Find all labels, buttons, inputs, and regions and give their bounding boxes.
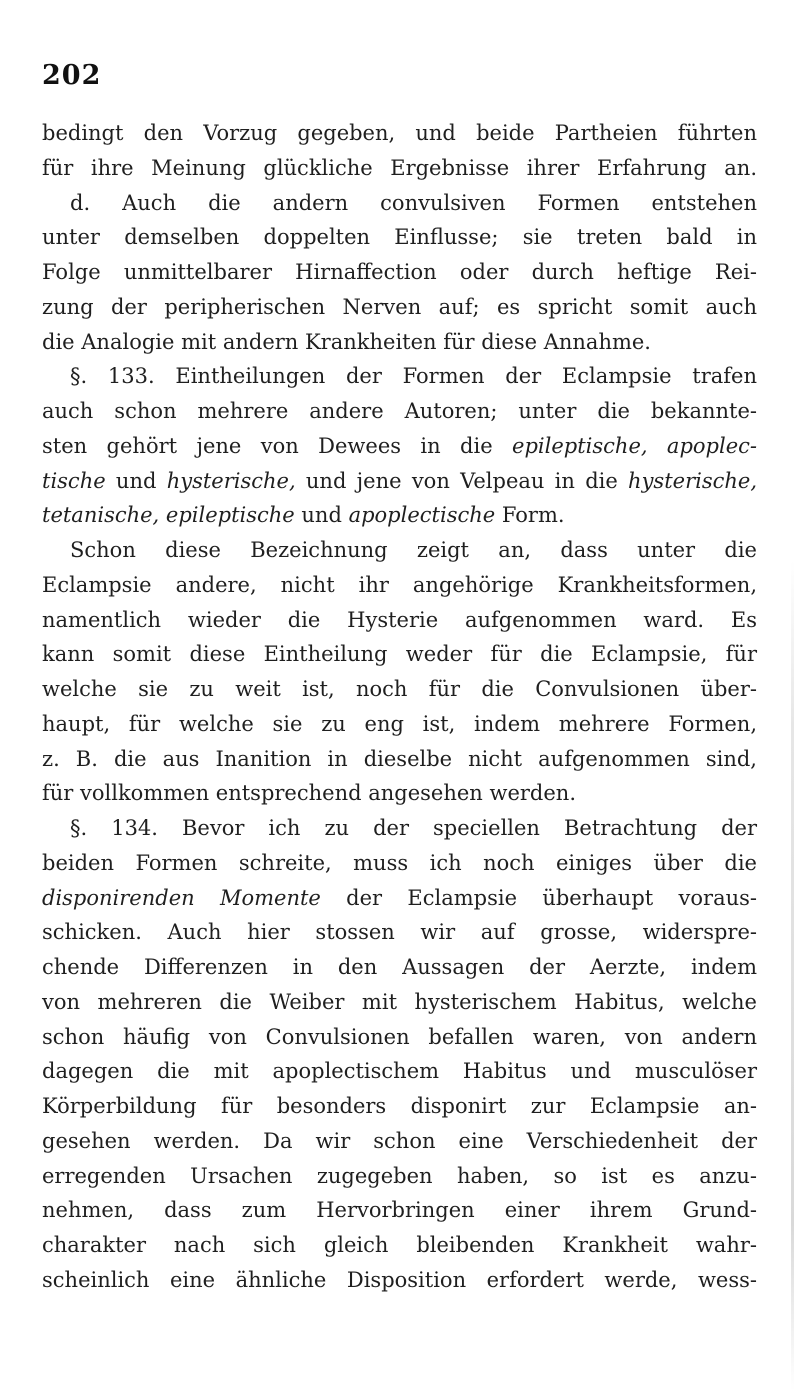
text-fragment: sten gehört jene von Dewees in die [42,433,513,458]
text-fragment: auch schon mehrere andere Autoren; unter die bekannte- [42,399,757,423]
text-line [42,186,757,221]
text-line [42,776,757,811]
text-line [42,637,757,672]
text-fragment: für vollkommen entsprechend angesehen werden. [42,781,576,806]
text-fragment: §. 134. Bevor ich zu der speciellen Betrachtung der [70,816,757,840]
text-fragment: und [294,503,349,528]
text-fragment: §. 133. Eintheilungen der Formen der Eclampsie trafen [70,364,757,389]
page-number: 202 [42,60,102,91]
text-fragment: erregenden Ursachen zugegeben haben, so ist es anzu- [42,1163,757,1188]
body-text [42,116,757,1298]
italic-text-fragment: tetanische, epileptische [42,503,295,528]
italic-text-fragment: epileptische, apoplec- [512,433,757,458]
text-line [42,255,757,290]
text-fragment: Folge unmittelbarer Hirnaffection oder durch heftige Rei- [42,260,757,284]
text-line [42,742,757,777]
text-line [42,568,757,603]
text-line [42,707,757,742]
text-fragment: namentlich wieder die Hysterie aufgenommen ward. Es [42,607,757,632]
text-fragment: zung der peripherischen Nerven auf; es spricht somit auch [42,294,757,319]
text-line [42,220,757,255]
italic-text-fragment: hysterische, [166,468,296,493]
text-fragment: bedingt den Vorzug gegeben, und beide Partheien führten [42,121,757,145]
text-fragment: welche sie zu weit ist, noch für die Convulsionen über- [42,677,757,701]
text-line [42,672,757,707]
text-fragment: Eclampsie andere, nicht ihr angehörige Krankheitsformen, [42,572,757,597]
italic-text-fragment: hysterische, [628,468,757,493]
text-fragment: gesehen werden. Da wir schon eine Verschiedenheit der [42,1128,757,1153]
italic-text-fragment: apoplectische [348,503,496,528]
text-line [42,950,757,985]
text-fragment: kann somit diese Eintheilung weder für die Eclampsie, für [42,642,757,667]
text-fragment: scheinlich eine ähnliche Disposition erfordert werde, wess- [42,1267,757,1292]
text-line [42,464,757,499]
text-line [42,533,757,568]
text-line [42,1054,757,1089]
text-fragment: Schon diese Bezeichnung zeigt an, dass unter die [70,538,757,562]
text-line [42,498,757,533]
text-line [42,846,757,881]
text-fragment: und jene von Velpeau in die [295,468,629,493]
italic-text-fragment: tische [42,468,106,493]
text-fragment: z. B. die aus Inanition in dieselbe nicht aufgenommen sind, [42,746,757,771]
text-line [42,985,757,1020]
text-line [42,394,757,429]
text-fragment: dagegen die mit apoplectischem Habitus und musculöser [42,1059,757,1084]
text-line [42,915,757,950]
text-line [42,1159,757,1194]
text-fragment: und [105,468,167,493]
text-line [42,1089,757,1124]
text-fragment: charakter nach sich gleich bleibenden Krankheit wahr- [42,1233,757,1257]
text-fragment: chende Differenzen in den Aussagen der Aerzte, indem [42,955,757,979]
text-line [42,1263,757,1298]
text-line [42,1020,757,1055]
text-line [42,881,757,916]
text-fragment: Körperbildung für besonders disponirt zur Eclampsie an- [42,1094,757,1118]
text-line [42,1124,757,1159]
text-fragment: d. Auch die andern convulsiven Formen entstehen [70,190,757,215]
text-line [42,811,757,846]
text-line [42,359,757,394]
text-line [42,151,757,186]
text-fragment: der Eclampsie überhaupt voraus- [320,885,757,910]
text-line [42,1228,757,1263]
text-fragment: beiden Formen schreite, muss ich noch einiges über die [42,850,757,875]
text-fragment: nehmen, dass zum Hervorbringen einer ihrem Grund- [42,1198,757,1223]
text-fragment: schon häufig von Convulsionen befallen waren, von andern [42,1024,757,1049]
text-line [42,325,757,360]
text-line [42,116,757,151]
italic-text-fragment: disponirenden Momente [42,885,321,910]
page-edge-shadow [791,560,794,1391]
text-fragment: von mehreren die Weiber mit hysterischem Habitus, welche [42,989,757,1014]
text-fragment: haupt, für welche sie zu eng ist, indem mehrere Formen, [42,711,757,736]
text-line [42,603,757,638]
text-fragment: unter demselben doppelten Einflusse; sie treten bald in [42,225,757,250]
text-fragment: die Analogie mit andern Krankheiten für diese Annahme. [42,329,651,354]
text-line [42,290,757,325]
text-fragment: für ihre Meinung glückliche Ergebnisse ihrer Erfahrung an. [42,155,757,180]
text-fragment: schicken. Auch hier stossen wir auf grosse, widerspre- [42,920,757,945]
text-line [42,1193,757,1228]
text-fragment: Form. [495,503,565,528]
text-line [42,429,757,464]
